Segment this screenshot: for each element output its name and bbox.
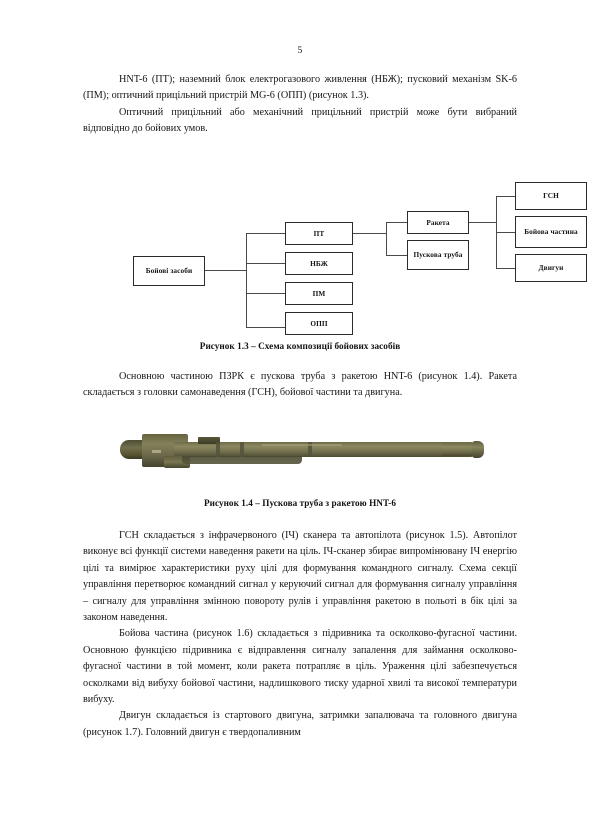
connector-to-puskova-truba — [386, 255, 407, 256]
connector-to-raketa — [386, 222, 407, 223]
tube-band-1 — [216, 442, 220, 457]
connector-to-boyova-chastyna — [496, 232, 515, 233]
connector-to-dvygun — [496, 268, 515, 269]
connector-bracket-middle — [386, 222, 387, 255]
diagram-node-pm: ПМ — [285, 282, 353, 305]
diagram-node-dvygun: Двигун — [515, 254, 587, 282]
connector-to-opp — [246, 327, 285, 328]
paragraph-block-top — [83, 72, 517, 138]
figure-1-3-block-diagram — [125, 176, 578, 331]
tube-muzzle-cap — [472, 441, 484, 458]
tube-band-2 — [240, 442, 244, 457]
connector-to-nbzh — [246, 263, 285, 264]
diagram-node-boyova-chastyna: Бойова частина — [515, 216, 587, 248]
tube-lower-shadow — [182, 456, 302, 464]
diagram-node-raketa: Ракета — [407, 211, 469, 234]
diagram-node-puskova-truba: Пускова труба — [407, 240, 469, 270]
connector-to-gsn — [496, 196, 515, 197]
paragraph-5: Бойова частина (рисунок 1.6) складається з підривника та осколково-фугасної частини. Основною функцією підривника є відправлення сигналу запалення для займання осколково-фугасної частини в той момент, коли ракета потрапляє в ціль. Ураження цілі забезпечується осколками від вибуху бойової частини, надлишкового тиску ударної хвилі та високої температури вибуху. — [83, 628, 517, 706]
figure-1-3-caption: Рисунок 1.3 – Схема композиції бойових засобів — [199, 341, 401, 351]
figure-1-4-caption: Рисунок 1.4 – Пускова труба з ракетою HNT-6 — [203, 498, 397, 508]
paragraph-block-bottom — [83, 528, 517, 741]
tube-highlight — [262, 444, 342, 446]
diagram-node-root: Бойові засоби — [133, 256, 205, 286]
connector-to-pm — [246, 293, 285, 294]
connector-pt-stem — [353, 233, 387, 234]
figure-1-4-photograph — [112, 420, 492, 496]
paragraph-3: Основною частиною ПЗРК є пускова труба з ракетою HNT-6 (рисунок 1.4). Ракета складається з головки самонаведення (ГСН), бойової частини та двигуна. — [83, 371, 517, 399]
diagram-node-opp: ОПП — [285, 312, 353, 335]
diagram-node-gsn: ГСН — [515, 182, 587, 210]
paragraph-2: Оптичний прицільний або механічний прицільний пристрій може бути вибраний відповідно до бойових умов. — [83, 106, 517, 135]
connector-root-stem — [205, 270, 247, 271]
connector-bracket-left — [246, 233, 247, 328]
connector-raketa-stem — [469, 222, 497, 223]
paragraph-block-figure-intro — [83, 369, 517, 402]
tube-label-plate — [152, 450, 161, 453]
diagram-node-nbzh: НБЖ — [285, 252, 353, 275]
page-number: 5 — [297, 46, 303, 56]
paragraph-1: HNT-6 (ПТ); наземний блок електрогазового живлення (НБЖ); пусковий механізм SK-6 (ПМ); оптичний прицільний пристрій MG-6 (ОПП) (рисунок 1.3). — [83, 74, 517, 102]
connector-to-pt — [246, 233, 285, 234]
paragraph-4: ГСН складається з інфрачервоного (ІЧ) сканера та автопілота (рисунок 1.5). Автопілот виконує всі функції системи наведення ракети на ціль. ІЧ-сканер збирає випромінювану ІЧ енергію цілі та вимірює характеристики руху цілі для формування командного сигналу. Схема секції управління перетворює командний сигнал у керуючий сигнал для формування сигналу управління – сигналу для управління змінною повороту рулів і управління ракетою в польоті в бік цілі за законом наведення. — [83, 530, 517, 624]
paragraph-6: Двигун складається із стартового двигуна, затримки запалювача та головного двигуна (рисунок 1.7). Головний двигун є твердопаливним — [83, 710, 517, 738]
diagram-node-pt: ПТ — [285, 222, 353, 245]
